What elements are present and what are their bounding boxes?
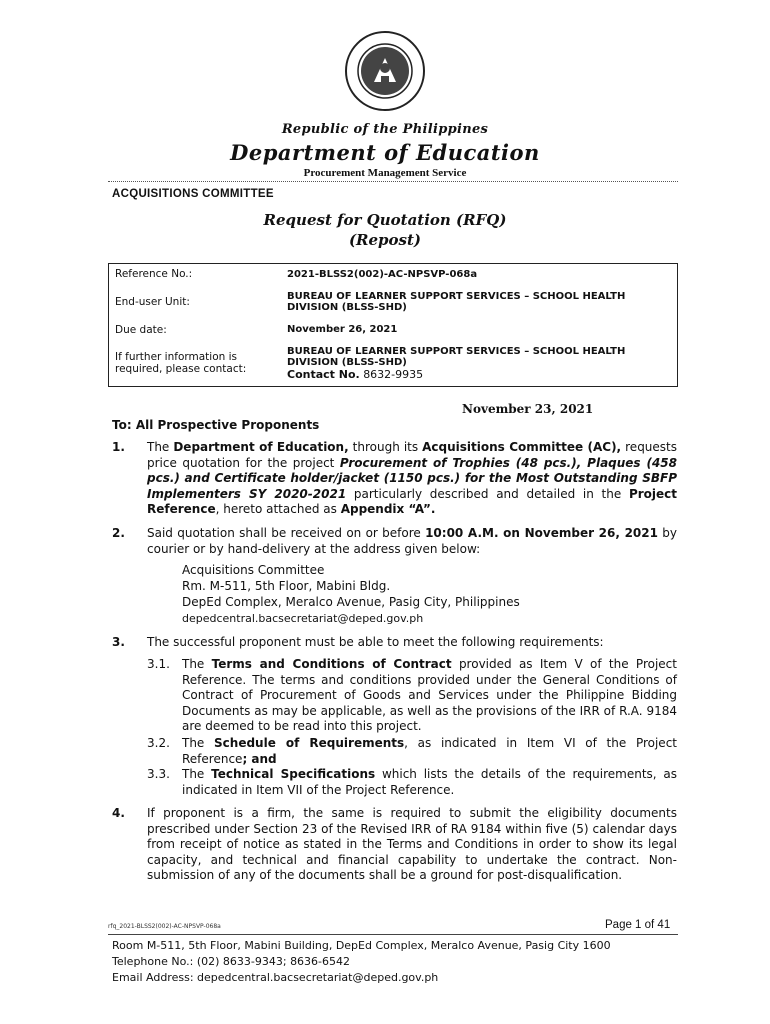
- paragraph-1: The Department of Education, through its Acquisitions Committee (AC), requests price quotation for the project Procurement of Trophies (48 pcs.), Plaques (458 pcs.) and Certificate holder/jacket (1150 pcs.) for the Most Outstanding SBFP Implementers SY 2020-2021 particularly described and detailed in the Project Reference, hereto attached as Appendix “A”.: [147, 440, 678, 517]
- item-number: 2.: [112, 526, 125, 540]
- sub-number: 3.3.: [147, 767, 170, 781]
- footer-address: Room M-511, 5th Floor, Mabini Building, DepEd Complex, Meralco Avenue, Pasig City 1600: [112, 939, 611, 952]
- address-line: Acquisitions Committee: [182, 563, 325, 577]
- paragraph-2: Said quotation shall be received on or before 10:00 A.M. on November 26, 2021 by courier or by hand-delivery at the address given below:: [147, 526, 677, 556]
- sub-item-3-1: The Terms and Conditions of Contract provided as Item V of the Project Reference. The terms and conditions provided under the General Conditions of Contract of Procurement of Goods and Services under the Philippine Bidding Documents as may be applicable, as well as the provisions of the IRR of R.A. 9184 are deemed to be read into this project.: [182, 657, 677, 734]
- footer-divider: [108, 934, 678, 935]
- table-row: [109, 341, 678, 387]
- contact-label: Contact No.: [287, 367, 360, 381]
- address-line: Rm. M-511, 5th Floor, Mabini Bldg.: [182, 579, 391, 593]
- footer-email: Email Address: depedcentral.bacsecretariat@deped.gov.ph: [112, 971, 439, 984]
- table-label: End-user Unit:: [115, 295, 190, 308]
- department-heading: Department of Education: [230, 140, 540, 165]
- sub-item-3-2: The Schedule of Requirements, as indicated in Item VI of the Project Reference; and: [182, 736, 677, 766]
- address-line: DepEd Complex, Meralco Avenue, Pasig City, Philippines: [182, 595, 520, 609]
- item-number: 3.: [112, 635, 125, 649]
- page-number: Page 1 of 41: [605, 919, 671, 931]
- committee-label: ACQUISITIONS COMMITTEE: [112, 188, 274, 200]
- reference-table: [108, 263, 678, 387]
- republic-heading: Republic of the Philippines: [281, 122, 489, 137]
- table-row: [109, 264, 678, 285]
- recipient-line: To: All Prospective Proponents: [112, 418, 320, 432]
- table-row: [109, 319, 678, 341]
- deped-seal-icon: [344, 30, 426, 112]
- table-label: Reference No.:: [115, 268, 193, 281]
- table-label: If further information is required, please contact:: [115, 351, 247, 376]
- paragraph-4: If proponent is a firm, the same is required to submit the eligibility documents prescribed under Section 23 of the Revised IRR of RA 9184 within five (5) calendar days from receipt of notice as stated in the Terms and Conditions in order to show its legal capacity, and technical and financial capability to undertake the contract. Non-submission of any of the documents shall be a ground for post-disqualification.: [147, 806, 677, 883]
- sub-number: 3.1.: [147, 657, 170, 671]
- rfq-title: Request for Quotation (RFQ): [263, 211, 507, 229]
- footer-telephone: Telephone No.: (02) 8633-9343; 8636-6542: [112, 955, 351, 968]
- item-number: 4.: [112, 806, 125, 820]
- service-heading: Procurement Management Service: [303, 167, 467, 179]
- paragraph-3: The successful proponent must be able to meet the following requirements:: [147, 635, 604, 649]
- table-value: BUREAU OF LEARNER SUPPORT SERVICES – SCHOOL HEALTH DIVISION (BLSS-SHD): [287, 290, 626, 313]
- contact-value: 8632-9935: [363, 367, 424, 381]
- item-number: 1.: [112, 440, 125, 454]
- letter-date: November 23, 2021: [462, 402, 594, 416]
- table-value: November 26, 2021: [287, 324, 398, 335]
- sub-item-3-3: The Technical Specifications which lists the details of the requirements, as indicated in Item VII of the Project Reference.: [182, 767, 678, 797]
- table-label: Due date:: [115, 323, 167, 336]
- header-divider: [108, 181, 678, 184]
- sub-number: 3.2.: [147, 736, 170, 750]
- address-email: depedcentral.bacsecretariat@deped.gov.ph: [182, 612, 424, 625]
- rfq-subtitle: (Repost): [348, 231, 422, 249]
- file-name: rfq_2021-BLSS2(002)-AC-NPSVP-068a: [108, 923, 221, 930]
- table-value: 2021-BLSS2(002)-AC-NPSVP-068a: [287, 268, 478, 280]
- table-value: BUREAU OF LEARNER SUPPORT SERVICES – SCHOOL HEALTH DIVISION (BLSS-SHD): [287, 345, 626, 368]
- table-row: [109, 285, 678, 319]
